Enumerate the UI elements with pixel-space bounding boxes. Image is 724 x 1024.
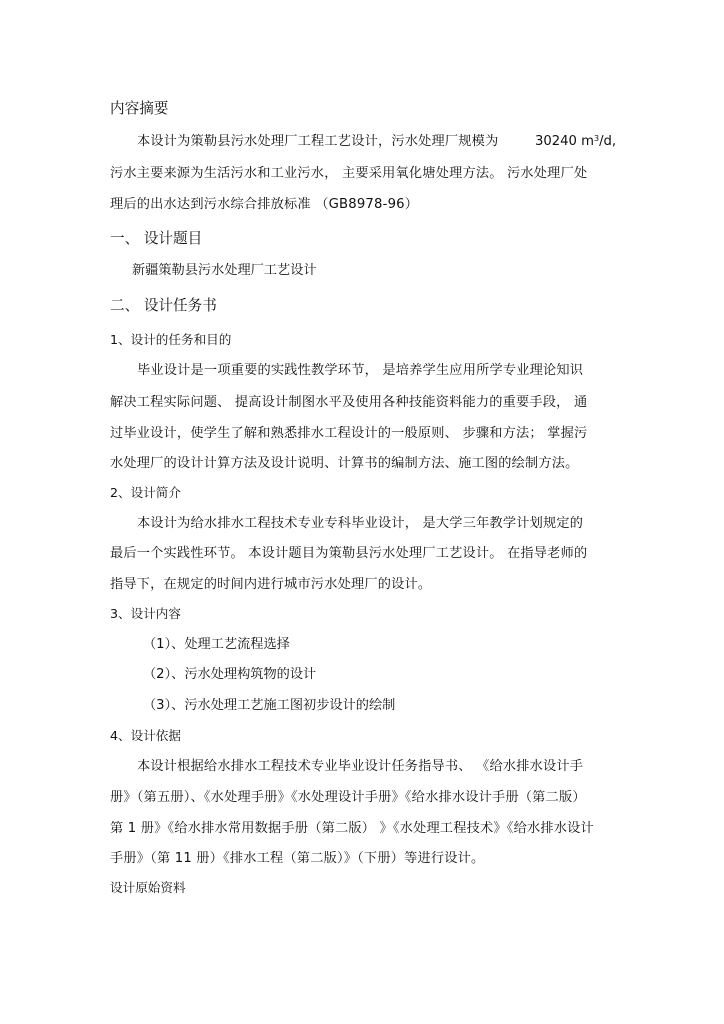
- sub3-item-3: （3）、污水处理工艺施工图初步设计的绘制: [143, 698, 396, 713]
- sub4-line-4: 手册》（第 11 册）《排水工程（第二版）》（下册）等进行设计。: [110, 851, 485, 866]
- sub3-item-1: （1）、处理工艺流程选择: [143, 637, 290, 652]
- sub4-line-1: 本设计根据给水排水工程技术专业毕业设计任务指导书、 《给水排水设计手: [137, 759, 584, 774]
- sub1-line-1: 毕业设计是一项重要的实践性教学环节， 是培养学生应用所学专业理论知识: [137, 363, 584, 378]
- abstract-line-1: 本设计为策勒县污水处理厂工程工艺设计，污水处理厂规模为: [137, 134, 499, 149]
- sub2-line-3: 指导下，在规定的时间内进行城市污水处理厂的设计。: [110, 577, 432, 592]
- section1-title: 一、 设计题目: [110, 230, 203, 247]
- abstract-scale-value: 30240 m: [535, 134, 594, 149]
- sub2-line-1: 本设计为给水排水工程技术专业专科毕业设计， 是大学三年教学计划规定的: [137, 516, 584, 531]
- sub2-title: 2、设计简介: [110, 485, 181, 500]
- sub2-line-2: 最后一个实践性环节。 本设计题目为策勒县污水处理厂工艺设计。 在指导老师的: [110, 546, 588, 561]
- section2-title: 二、 设计任务书: [110, 297, 217, 314]
- sub1-line-2: 解决工程实际问题、 提高设计制图水平及使用各种技能资料能力的重要手段， 通: [110, 395, 588, 410]
- sub4-line-3: 第 1 册》《给水排水常用数据手册（第二版） 》《水处理工程技术》《给水排水设计: [110, 821, 594, 836]
- sub3-title: 3、设计内容: [110, 606, 181, 621]
- sub1-line-3: 过毕业设计，使学生了解和熟悉排水工程设计的一般原则、 步骤和方法； 掌握污: [110, 426, 588, 441]
- abstract-scale-unit: /d,: [599, 134, 617, 149]
- abstract-scale-sup: 3: [594, 134, 600, 143]
- original-data-title: 设计原始资料: [110, 880, 186, 895]
- section1-topic: 新疆策勒县污水处理厂工艺设计: [132, 263, 317, 278]
- abstract-line-3: 理后的出水达到污水综合排放标准 （GB8978-96）: [110, 197, 419, 212]
- sub4-line-2: 册》（第五册）、《水处理手册》《水处理设计手册》《给水排水设计手册（第二版）: [110, 790, 586, 805]
- sub3-item-2: （2）、污水处理构筑物的设计: [143, 667, 317, 682]
- abstract-scale: [535, 133, 616, 151]
- abstract-line-2: 污水主要来源为生活污水和工业污水， 主要采用氧化塘处理方法。 污水处理厂处: [110, 166, 588, 181]
- sub1-title: 1、设计的任务和目的: [110, 332, 232, 347]
- sub1-line-4: 水处理厂的设计计算方法及设计说明、计算书的编制方法、施工图的绘制方法。: [110, 456, 579, 471]
- abstract-title: 内容摘要: [110, 100, 169, 117]
- sub4-title: 4、设计依据: [110, 728, 181, 743]
